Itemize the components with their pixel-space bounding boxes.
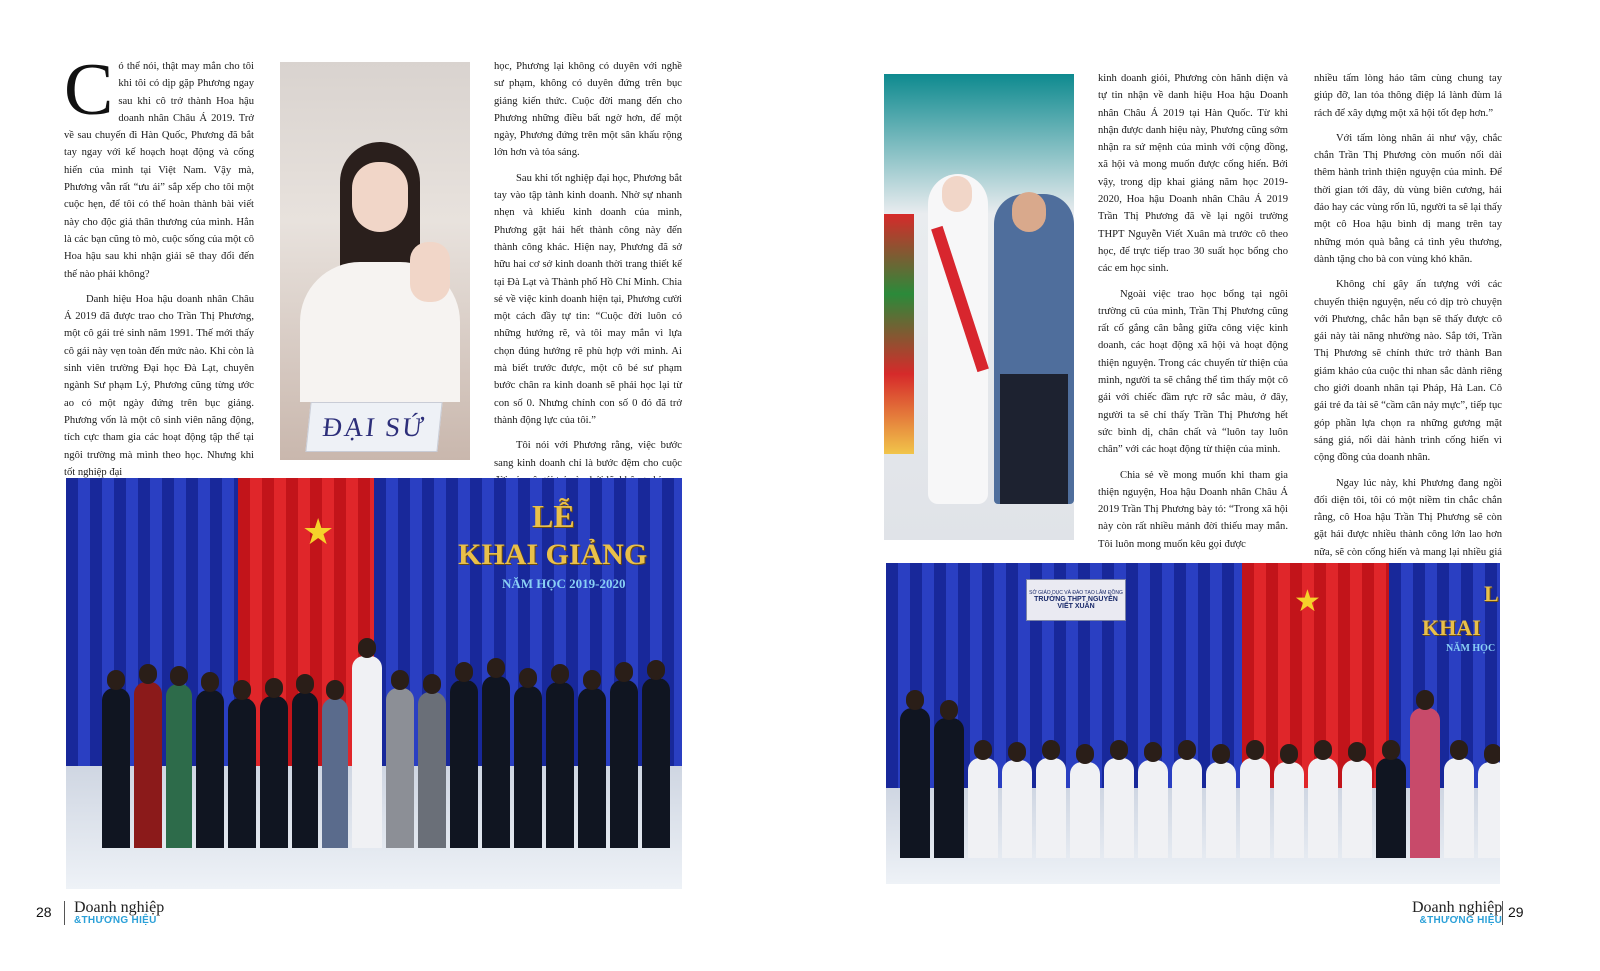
ceremony-title-partial-2: KHAI bbox=[1422, 615, 1481, 640]
right-page bbox=[800, 0, 1600, 971]
article-column-1 bbox=[64, 49, 254, 481]
star-icon: ★ bbox=[1294, 585, 1321, 618]
magazine-logo: Doanh nghiệp &THƯƠNG HIỆU bbox=[74, 899, 165, 926]
paragraph: Ngay lúc này, khi Phương đang ngồi đối diện tôi, tôi có một niềm tin chắc chắn rằng, cô Hoa hậu Trần Thị Phương sẽ còn gặt hái được nhiều thành công lớn lao hơn nữa, sẽ còn cống hiến và mang lại nhiều giá bbox=[1314, 477, 1502, 558]
article-column-3 bbox=[1098, 70, 1288, 553]
ceremony-title-partial: L bbox=[1484, 581, 1499, 606]
article-column-4 bbox=[1314, 70, 1502, 578]
school-sign: SỞ GIÁO DỤC VÀ ĐÀO TẠO LÂM ĐỒNG TRƯỜNG THPT NGUYỄN VIẾT XUÂN bbox=[1026, 579, 1126, 621]
article-column-2 bbox=[494, 58, 682, 489]
ambassador-sign: ĐẠI SỨ bbox=[305, 402, 442, 452]
group-photo-ceremony bbox=[66, 478, 682, 889]
paragraph: Tôi nói với Phương rằng, việc bước sang kinh doanh chỉ là bước đệm cho cuộc bbox=[494, 440, 682, 469]
magazine-logo: Doanh nghiệp &THƯƠNG HIỆU bbox=[1412, 899, 1503, 926]
paragraph: Sau khi tốt nghiệp đại học, Phương bắt tay vào tập tành kinh doanh. Nhờ sự nhanh nhẹn và khiếu kinh doanh của mình, Phương gặt hái hết thành công này đến thành công khác. Hiện nay, Phương đã sở hữu hai cơ sở kinh doanh thời trang thiết kế tại Đà Lạt và Thành phố Hồ Chí Minh. Chia sẻ về việc kinh doanh hiện tại, Phương cười một cách đầy tự tin: “Cuộc đời luôn có những hướng rẽ, và tôi may mắn vì lựa chọn đúng hướng rẽ phù hợp với mình. Ai mà biết trước được, một cô bé sư phạm bước chân ra kinh doanh sẽ phải học lại từ con số 0. Nhưng chính con số 0 đó đã trở thành động lực của tôi.” bbox=[494, 172, 682, 426]
paragraph: Không chỉ gây ấn tượng với các chuyến thiện nguyện, nếu có dịp trò chuyện với Phương, chắc hẳn bạn sẽ thấy được cô gái này tài năng nhường nào. Sắp tới, Trần Thị Phương sẽ chính thức trở thành Ban giám khảo của cuộc thi nhan sắc dành riêng cho giới doanh nhân tại Pháp, Hà Lan. Cô gái trẻ đa tài sẽ “cầm cân nảy mực”, tiếp tục góp phần lựa chọn ra những gương mặt sáng giá, nối dài hành trình cống hiến vì cộng đồng của doanh nhân. bbox=[1314, 279, 1502, 464]
star-icon: ★ bbox=[302, 512, 335, 552]
paragraph: kinh doanh giỏi, Phương còn hãnh diện và tự tin nhận về danh hiệu Hoa hậu Doanh nhân Châu Á 2019 tại Hàn Quốc. Từ khi nhận được danh hiệu này, Phương cũng sớm nhận ra sứ mệnh của mình với cộng đồng, xã hội và mong muốn được cống hiến. Bởi vậy, trong dịp khai giảng năm học 2019-2020, Hoa hậu Doanh nhân Châu Á 2019 Trần Thị Phương đã về lại ngôi trường THPT Nguyễn Viết Xuân mà trước cô theo học, để trực tiếp trao 30 suất học bổng cho các em học sinh. bbox=[1098, 73, 1288, 275]
paragraph: nhiều tấm lòng hảo tâm cùng chung tay giúp đỡ, lan tỏa thông điệp lá lành đùm lá rách để xây dựng một xã hội tốt đẹp hơn.” bbox=[1314, 73, 1502, 119]
ceremony-title-le: LỄ bbox=[532, 498, 575, 534]
page-number: 29 bbox=[1508, 904, 1524, 920]
ceremony-year: NĂM HỌC 2019-2020 bbox=[502, 576, 626, 591]
paragraph: Với tấm lòng nhân ái như vậy, chắc chắn Trần Thị Phương còn muốn nối dài thêm hành trình thiện nguyện của mình. Để thời gian tới đây, dù vùng biên cương, hải đảo hay các vùng rốn lũ, người ta sẽ lại thấy một cô Hoa hậu bình dị mang trên tay những món quà bằng cả tình yêu thương, dành tặng cho bà con vùng khó khăn. bbox=[1314, 132, 1502, 265]
ceremony-year-partial: NĂM HỌC bbox=[1446, 643, 1496, 654]
group-photo-students bbox=[886, 563, 1500, 884]
ceremony-title-khai-giang: KHAI GIẢNG bbox=[458, 538, 648, 571]
page-number: 28 bbox=[36, 904, 52, 920]
paragraph: Có thể nói, thật may mắn cho tôi khi tôi có dịp gặp Phương ngay sau khi cô trở thành Hoa hậu doanh nhân Châu Á 2019. Trở về sau chuyến đi Hàn Quốc, Phương đã bắt tay ngay với kế hoạch hoạt động và cống hiến của mình tại Việt Nam. Vậy mà, Phương vẫn rất “ưu ái” sắp xếp cho tôi một cuộc hẹn, để tôi có thể hoàn thành bài viết này cho độc giả thân thương của mình. Hẳn là các bạn cũng tò mò, cuộc sống của một cô Hoa hậu sau khi nhận giải sẽ thay đổi đến thế nào phải không? bbox=[64, 49, 254, 280]
drop-cap: C bbox=[64, 49, 114, 131]
photo-award-pair bbox=[884, 74, 1074, 540]
portrait-photo bbox=[280, 62, 470, 460]
paragraph: Danh hiệu Hoa hậu doanh nhân Châu Á 2019 đã được trao cho Trần Thị Phương, một cô gái trẻ sinh năm 1991. Thế mới thấy cô gái này vẹn toàn đến mức nào. Khi còn là sinh viên trường Đại học Đà Lạt, chuyên ngành Sư phạm Lý, Phương cũng từng ước ao có một ngày đứng trên bục giảng. Phương vốn là một cô sinh viên năng động, tích cực tham gia các hoạt động tập thể tại ngôi trường mà mình theo học. Nhưng khi tốt nghiệp đại bbox=[64, 293, 254, 478]
paragraph: học, Phương lại không có duyên với nghề sư phạm, không có duyên đứng trên bục giảng kiến thức. Cuộc đời mang đến cho Phương những điều bất ngờ hơn, để một ngày, Phương đứng trên một sân khấu rộng lớn hơn và tỏa sáng. bbox=[494, 61, 682, 159]
paragraph: Ngoài việc trao học bổng tại ngôi trường cũ của mình, Trần Thị Phương cũng rất cố gắng cân bằng giữa công việc kinh doanh, các hoạt động xã hội và hoạt động thiện nguyện. Trong các chuyến từ thiện của mình, người ta sẽ chẳng thể tìm thấy một cô gái với chiếc đầm rực rỡ sắc màu, ở đây, người ta sẽ chỉ thấy Trần Thị Phương hết sức bình dị, chân chất và “luôn tay luôn chân” với các hoạt động từ thiện của mình. bbox=[1098, 288, 1288, 456]
paragraph: Chia sẻ về mong muốn khi tham gia thiện nguyện, Hoa hậu Doanh nhân Châu Á 2019 Trần Thị Phương bày tỏ: “Trong xã hội này còn rất nhiều mảnh đời thiếu may mắn. Tôi luôn mong muốn kêu gọi được bbox=[1098, 469, 1288, 550]
